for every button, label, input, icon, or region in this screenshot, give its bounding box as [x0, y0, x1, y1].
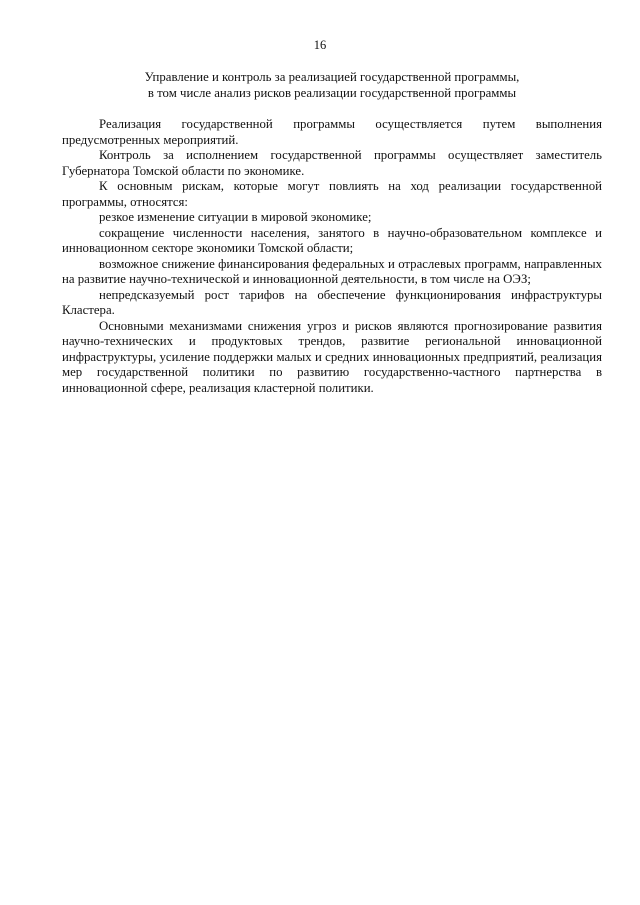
- page-number: 16: [313, 38, 327, 52]
- paragraph-implementation: Реализация государственной программы осуществляется путем выполнения предусмотренных мероприятий.: [62, 117, 602, 147]
- paragraph-risks-intro: К основным рискам, которые могут повлиять на ход реализации государственной программы, относятся:: [62, 179, 602, 209]
- risk-item-population: сокращение численности населения, занятого в научно-образовательном комплексе и инновационном секторе экономики Томской области;: [62, 225, 602, 255]
- risk-item-world-economy: резкое изменение ситуации в мировой экономике;: [99, 210, 372, 224]
- risk-item-funding: возможное снижение финансирования федеральных и отраслевых программ, направленных на развитие научно-технической и инновационной деятельности, в том числе на ОЭЗ;: [62, 256, 602, 286]
- paragraph-control: Контроль за исполнением государственной программы осуществляет заместитель Губернатора Томской области по экономике.: [62, 148, 602, 178]
- paragraph-mitigation: Основными механизмами снижения угроз и рисков являются прогнозирование развития научно-технических и продуктовых трендов, развитие региональной инновационной инфраструктуры, усиление поддержки малых и средних инновационных предприятий, реализация мер государственной политики по развитию государственно-частного партнерства в инновационной сфере, реализация кластерной политики.: [62, 318, 602, 395]
- section-heading-line-2: в том числе анализ рисков реализации государственной программы: [147, 85, 517, 100]
- body-text: [62, 117, 602, 396]
- section-heading-line-1: Управление и контроль за реализацией государственной программы,: [144, 70, 520, 84]
- section-heading: [62, 70, 602, 101]
- risk-item-tariffs: непредсказуемый рост тарифов на обеспечение функционирования инфраструктуры Кластера.: [62, 287, 602, 317]
